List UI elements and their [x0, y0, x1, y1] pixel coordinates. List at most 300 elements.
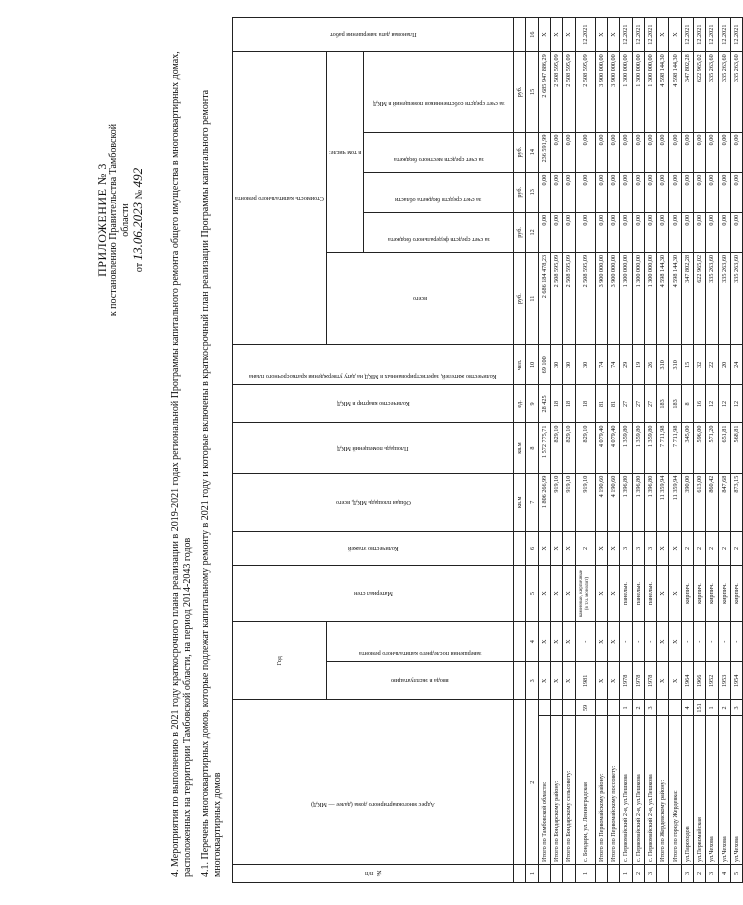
cell-cl: 0,00 — [681, 132, 693, 172]
cell-fl: 27 — [632, 385, 644, 423]
cell-addr: ул.Чехова — [730, 716, 742, 865]
cell-n: 2 — [632, 864, 644, 882]
cell-h: 1 — [620, 700, 632, 716]
cell-n: 5 — [730, 864, 742, 882]
cell-ct: 335 263,60 — [706, 252, 718, 344]
cell-at: 4 190,60 — [607, 473, 619, 531]
cell-y1: 1978 — [620, 662, 632, 700]
cell-f: 2 — [694, 531, 706, 565]
cell-at: 4 190,60 — [595, 473, 607, 531]
cell-f: X — [657, 531, 669, 565]
cell-f: 3 — [632, 531, 644, 565]
header-residents: Количество жителей, зарегистрированных в МКД на дату утверждения краткосрочного плана — [233, 345, 514, 385]
section-4-1-heading: 4.1. Перечень многоквартирных домов, которые подлежат капитальному ремонту в 2021 году и которые включены в краткосрочный план реализации Программы капитального ремонта многоквартирных домов — [200, 89, 223, 877]
table-row — [607, 18, 619, 883]
cell-co: 4 598 144,30 — [669, 52, 681, 132]
cell-cr: 0,00 — [551, 172, 563, 212]
cell-ct: 2 686 184 478,23 — [538, 252, 550, 344]
cell-cf: 0,00 — [694, 212, 706, 252]
cell-co: 2 508 595,09 — [563, 52, 575, 132]
cell-dd: 12.2021 — [694, 18, 706, 52]
cell-y1: 1954 — [730, 662, 742, 700]
cell-addr: Итого по Первомайскому поссовету: — [607, 716, 619, 865]
cell-cr: 0,00 — [620, 172, 632, 212]
cell-y1: X — [563, 662, 575, 700]
cell-y1: X — [657, 662, 669, 700]
cell-at: 11 359,94 — [657, 473, 669, 531]
table-row — [595, 18, 607, 883]
header-year-built: ввода в эксплуатацию — [326, 662, 513, 700]
table-row — [657, 18, 669, 883]
cell-h — [551, 700, 563, 716]
cell-co: 347 802,28 — [681, 52, 693, 132]
cell-al: 568,81 — [730, 423, 742, 473]
cell-f: X — [538, 531, 550, 565]
cell-h — [563, 700, 575, 716]
cell-dd: X — [595, 18, 607, 52]
cell-y1: X — [669, 662, 681, 700]
cell-w: кирпич. — [718, 565, 730, 621]
cell-rs: 30 — [575, 345, 595, 385]
cell-n: 3 — [706, 864, 718, 882]
cell-y1: 1952 — [706, 662, 718, 700]
cell-y2: - — [706, 622, 718, 662]
cell-y1: 1953 — [718, 662, 730, 700]
cell-cf: 0,00 — [644, 212, 656, 252]
cell-cr: 0,00 — [730, 172, 742, 212]
table-row — [706, 18, 718, 883]
cell-ct: 335 263,60 — [730, 252, 742, 344]
cell-f: 2 — [730, 531, 742, 565]
cell-y2: X — [669, 622, 681, 662]
header-cost: Стоимость капитального ремонта — [233, 52, 327, 345]
cell-co: 1 300 000,00 — [644, 52, 656, 132]
cell-y2: X — [595, 622, 607, 662]
cell-fl: 81 — [595, 385, 607, 423]
cell-ct: 2 508 595,09 — [575, 252, 595, 344]
cell-y2: - — [681, 622, 693, 662]
cell-rs: 32 — [694, 345, 706, 385]
cell-ct: 3 900 000,00 — [607, 252, 619, 344]
cell-cl: 0,00 — [669, 132, 681, 172]
cell-addr: Итого по Бондарскому району: — [551, 716, 563, 865]
cell-ct: 4 598 144,30 — [657, 252, 669, 344]
cell-rs: 69 100 — [538, 345, 550, 385]
cell-cl: 0,00 — [657, 132, 669, 172]
cell-h: 2 — [632, 700, 644, 716]
cell-y1: 1964 — [681, 662, 693, 700]
decree-date: 13.06.2023 — [130, 201, 145, 261]
cell-n — [669, 864, 681, 882]
cell-cf: 0,00 — [575, 212, 595, 252]
cell-at: 919,10 — [575, 473, 595, 531]
cell-f: X — [563, 531, 575, 565]
cell-n — [563, 864, 575, 882]
cell-at: 919,10 — [551, 473, 563, 531]
cell-f: X — [595, 531, 607, 565]
cell-y1: X — [595, 662, 607, 700]
cell-dd: 12.2021 — [575, 18, 595, 52]
cell-y2: - — [694, 622, 706, 662]
cell-y2: - — [730, 622, 742, 662]
cell-co: 335 263,60 — [730, 52, 742, 132]
cell-dd: 12.2021 — [706, 18, 718, 52]
cell-y1: X — [607, 662, 619, 700]
cell-cf: 0,00 — [681, 212, 693, 252]
cell-w: X — [563, 565, 575, 621]
cell-cf: 0,00 — [595, 212, 607, 252]
header-wall: Материал стен — [233, 565, 514, 621]
header-flats: Количество квартир в МКД — [233, 385, 514, 423]
header-area-living: Площадь помещений МКД — [233, 423, 514, 473]
header-federal: за счет средств федерального бюджета — [364, 212, 514, 252]
cell-cr: 0,00 — [632, 172, 644, 212]
cell-al: 4 079,40 — [607, 423, 619, 473]
header-area-total: Общая площадь МКД, всего — [233, 473, 514, 531]
cell-h: 4 — [681, 700, 693, 716]
cell-y2: - — [718, 622, 730, 662]
cell-co: 2 508 595,09 — [551, 52, 563, 132]
cell-w: панельн. — [644, 565, 656, 621]
cell-w: панельн. — [620, 565, 632, 621]
cell-n: 1 — [575, 864, 595, 882]
cell-al: 345,00 — [681, 423, 693, 473]
units-row: кв.м кв.м ед. чел. руб. руб. руб. руб. руб. — [514, 18, 526, 883]
cell-co: 1 300 000,00 — [632, 52, 644, 132]
cell-n: 3 — [644, 864, 656, 882]
cell-cr: 0,00 — [538, 172, 550, 212]
table-row — [694, 18, 706, 883]
cell-fl: 27 — [644, 385, 656, 423]
cell-addr: с. Первомайский 2-я, ул.Пешкова — [644, 716, 656, 865]
cell-h — [538, 700, 550, 716]
cell-al: 829,10 — [551, 423, 563, 473]
cell-n: 4 — [718, 864, 730, 882]
cell-fl: 12 — [730, 385, 742, 423]
cell-rs: 74 — [595, 345, 607, 385]
cell-addr: Итого по Первомайскому району: — [595, 716, 607, 865]
cell-n: 3 — [681, 864, 693, 882]
cell-addr: с. Первомайский 2-я, ул.Пешкова — [620, 716, 632, 865]
cell-h — [607, 700, 619, 716]
cell-al: 651,81 — [718, 423, 730, 473]
cell-dd: 12.2021 — [632, 18, 644, 52]
appendix-date-line: от 13.06.2023 № 492 — [130, 167, 145, 273]
cell-f: 2 — [706, 531, 718, 565]
cell-y1: 1981 — [575, 662, 595, 700]
cell-y1: X — [538, 662, 550, 700]
table-row — [538, 18, 550, 883]
cell-w: каменные, кирпичные (в т.ч. монолит) — [575, 565, 595, 621]
cell-cf: 0,00 — [718, 212, 730, 252]
cell-h — [669, 700, 681, 716]
cell-al: 1 359,80 — [632, 423, 644, 473]
cell-y2: X — [657, 622, 669, 662]
cell-ct: 347 802,28 — [681, 252, 693, 344]
cell-cl: 0,00 — [575, 132, 595, 172]
cell-cr: 0,00 — [607, 172, 619, 212]
table-row — [718, 18, 730, 883]
cell-w: X — [657, 565, 669, 621]
cell-co: 622 965,02 — [694, 52, 706, 132]
cell-fl: 183 — [669, 385, 681, 423]
cell-n: 1 — [620, 864, 632, 882]
table-row — [730, 18, 742, 883]
cell-dd: X — [607, 18, 619, 52]
cell-fl: 18 — [563, 385, 575, 423]
cell-h — [657, 700, 669, 716]
cell-n — [657, 864, 669, 882]
cell-dd: X — [563, 18, 575, 52]
header-incl: в том числе: — [326, 52, 363, 253]
cell-al: 1 572 775,71 — [538, 423, 550, 473]
cell-f: 2 — [575, 531, 595, 565]
cell-addr: с. Первомайский 2-я, ул.Пешкова — [632, 716, 644, 865]
cell-co: 3 900 000,00 — [607, 52, 619, 132]
cell-at: 873,15 — [730, 473, 742, 531]
cell-y2: X — [607, 622, 619, 662]
cell-fl: 18 — [575, 385, 595, 423]
header-num: № п/п — [233, 864, 514, 882]
cell-h: 3 — [644, 700, 656, 716]
cell-fl: 12 — [706, 385, 718, 423]
cell-f: X — [669, 531, 681, 565]
cell-al: 1 359,80 — [644, 423, 656, 473]
cell-dd: X — [538, 18, 550, 52]
cell-w: X — [607, 565, 619, 621]
table-row — [551, 18, 563, 883]
cell-fl: 183 — [657, 385, 669, 423]
cell-n: 2 — [694, 864, 706, 882]
cell-rs: 74 — [607, 345, 619, 385]
cell-fl: 16 — [694, 385, 706, 423]
cell-addr: Итого по Бондарскому сельсовету: — [563, 716, 575, 865]
cell-addr: Итого по Жердевскому району: — [657, 716, 669, 865]
cell-ct: 4 598 144,30 — [669, 252, 681, 344]
cell-f: X — [607, 531, 619, 565]
cell-co: 2 685 947 886,29 — [538, 52, 550, 132]
cell-n — [595, 864, 607, 882]
cell-at: 847,68 — [718, 473, 730, 531]
cell-cr: 0,00 — [706, 172, 718, 212]
cell-co: 2 508 595,09 — [575, 52, 595, 132]
header-deadline: Плановая дата завершения работ — [233, 18, 514, 52]
cell-y2: X — [563, 622, 575, 662]
cell-y2: X — [538, 622, 550, 662]
cell-ct: 1 300 000,00 — [644, 252, 656, 344]
cell-cl: 0,00 — [718, 132, 730, 172]
cell-rs: 310 — [669, 345, 681, 385]
table-row — [644, 18, 656, 883]
appendix-title: ПРИЛОЖЕНИЕ № 3 — [95, 163, 109, 277]
cell-addr: Итого по Тамбовской области: — [538, 716, 550, 865]
cell-fl: 18 — [551, 385, 563, 423]
cell-dd: X — [551, 18, 563, 52]
appendix-decree-line: к постановлению Правительства Тамбовской области — [108, 123, 131, 317]
cell-f: 3 — [620, 531, 632, 565]
table-row — [632, 18, 644, 883]
cell-at: 1 396,80 — [644, 473, 656, 531]
cell-cf: 0,00 — [607, 212, 619, 252]
appendix-header — [96, 110, 146, 330]
cell-at: 860,42 — [706, 473, 718, 531]
cell-ct: 622 965,02 — [694, 252, 706, 344]
cell-dd: X — [669, 18, 681, 52]
cell-h — [595, 700, 607, 716]
cell-h: 3 — [730, 700, 742, 716]
cell-fl: 8 — [681, 385, 693, 423]
cell-w: X — [595, 565, 607, 621]
cell-ct: 1 300 000,00 — [632, 252, 644, 344]
header-local: за счет средств местного бюджета — [364, 132, 514, 172]
cell-at: 1 806 266,99 — [538, 473, 550, 531]
cell-w: X — [669, 565, 681, 621]
cell-w: X — [538, 565, 550, 621]
cell-al: 4 079,40 — [595, 423, 607, 473]
cell-at: 1 396,80 — [632, 473, 644, 531]
cell-h: 59 — [575, 700, 595, 716]
cell-cf: 0,00 — [657, 212, 669, 252]
cell-y2: X — [551, 622, 563, 662]
cell-w: кирпич. — [694, 565, 706, 621]
cell-addr: ул.Пароходов — [681, 716, 693, 865]
cell-cf: 0,00 — [632, 212, 644, 252]
cell-co: 3 900 000,00 — [595, 52, 607, 132]
table-row — [669, 18, 681, 883]
cell-rs: 26 — [644, 345, 656, 385]
cell-at: 11 359,94 — [669, 473, 681, 531]
cell-rs: 310 — [657, 345, 669, 385]
cell-rs: 24 — [730, 345, 742, 385]
cell-al: 596,00 — [694, 423, 706, 473]
header-year-repair: завершения последнего капитального ремонта — [326, 622, 513, 662]
cell-f: 2 — [681, 531, 693, 565]
cell-cr: 0,00 — [644, 172, 656, 212]
cell-rs: 30 — [551, 345, 563, 385]
cell-dd: 12.2021 — [620, 18, 632, 52]
cell-addr: Итого по городу Жердевка: — [669, 716, 681, 865]
cell-dd: 12.2021 — [681, 18, 693, 52]
cell-at: 613,00 — [694, 473, 706, 531]
cell-al: 7 711,98 — [657, 423, 669, 473]
cell-w: кирпич. — [730, 565, 742, 621]
cell-fl: 81 — [607, 385, 619, 423]
cell-cf: 0,00 — [563, 212, 575, 252]
cell-al: 829,10 — [575, 423, 595, 473]
cell-rs: 22 — [706, 345, 718, 385]
column-number-row: 1 2 3 4 5 6 7 8 9 10 11 12 13 14 15 16 — [526, 18, 538, 883]
cell-addr: ул.Чехова — [718, 716, 730, 865]
cell-fl: 27 — [620, 385, 632, 423]
cell-ct: 1 300 000,00 — [620, 252, 632, 344]
cell-y2: - — [620, 622, 632, 662]
cell-cr: 0,00 — [694, 172, 706, 212]
cell-al: 1 359,80 — [620, 423, 632, 473]
cell-cl: 0,00 — [563, 132, 575, 172]
cell-rs: 20 — [718, 345, 730, 385]
cell-f: 3 — [644, 531, 656, 565]
cell-cl: 236 591,99 — [538, 132, 550, 172]
cell-dd: 12.2021 — [644, 18, 656, 52]
cell-at: 919,10 — [563, 473, 575, 531]
cell-cl: 0,00 — [632, 132, 644, 172]
cell-addr: с. Бондари, ул. Ленинградская — [575, 716, 595, 865]
cell-y1: 1978 — [632, 662, 644, 700]
cell-co: 335 263,60 — [718, 52, 730, 132]
cell-addr: ул.Первомайская — [694, 716, 706, 865]
cell-cl: 0,00 — [620, 132, 632, 172]
cell-cl: 0,00 — [595, 132, 607, 172]
cell-f: 2 — [718, 531, 730, 565]
table-row — [563, 18, 575, 883]
cell-cr: 0,00 — [563, 172, 575, 212]
cell-cr: 0,00 — [657, 172, 669, 212]
cell-rs: 30 — [563, 345, 575, 385]
cell-dd: X — [657, 18, 669, 52]
cell-w: кирпич. — [706, 565, 718, 621]
cell-fl: 28 425 — [538, 385, 550, 423]
cell-cr: 0,00 — [718, 172, 730, 212]
cell-cl: 0,00 — [694, 132, 706, 172]
cell-h: 151 — [694, 700, 706, 716]
header-cost-total: всего — [326, 252, 513, 344]
cell-y1: X — [551, 662, 563, 700]
cell-f: X — [551, 531, 563, 565]
cell-w: панельн. — [632, 565, 644, 621]
cell-co: 335 263,60 — [706, 52, 718, 132]
cell-cr: 0,00 — [595, 172, 607, 212]
cell-ct: 335 263,60 — [718, 252, 730, 344]
cell-cr: 0,00 — [681, 172, 693, 212]
cell-at: 390,00 — [681, 473, 693, 531]
cell-n — [551, 864, 563, 882]
cell-h: 2 — [718, 700, 730, 716]
header-owners: за счет средств собственников помещений в МКД — [364, 52, 514, 132]
cell-dd: 12.2021 — [718, 18, 730, 52]
header-regional: за счет средств бюджета области — [364, 172, 514, 212]
cell-y1: 1966 — [694, 662, 706, 700]
cell-cl: 0,00 — [551, 132, 563, 172]
table-row — [575, 18, 595, 883]
cell-y2: - — [632, 622, 644, 662]
cell-y2: - — [644, 622, 656, 662]
header-year: Год — [233, 622, 327, 700]
cell-ct: 2 508 595,09 — [563, 252, 575, 344]
cell-cl: 0,00 — [730, 132, 742, 172]
cell-h: 1 — [706, 700, 718, 716]
cell-rs: 15 — [681, 345, 693, 385]
cell-cf: 0,00 — [620, 212, 632, 252]
cell-cl: 0,00 — [607, 132, 619, 172]
cell-y2: - — [575, 622, 595, 662]
cell-co: 4 598 144,30 — [657, 52, 669, 132]
cell-co: 1 300 000,00 — [620, 52, 632, 132]
cell-n — [607, 864, 619, 882]
header-floors: Количество этажей — [233, 531, 514, 565]
cell-rs: 19 — [632, 345, 644, 385]
cell-y1: 1978 — [644, 662, 656, 700]
cell-cf: 0,00 — [538, 212, 550, 252]
cell-cf: 0,00 — [730, 212, 742, 252]
cell-addr: ул.Чехова — [706, 716, 718, 865]
cell-fl: 12 — [718, 385, 730, 423]
table-row — [620, 18, 632, 883]
cell-cf: 0,00 — [551, 212, 563, 252]
cell-rs: 29 — [620, 345, 632, 385]
cell-cr: 0,00 — [575, 172, 595, 212]
cell-al: 7 711,98 — [669, 423, 681, 473]
repair-plan-table — [232, 17, 743, 883]
